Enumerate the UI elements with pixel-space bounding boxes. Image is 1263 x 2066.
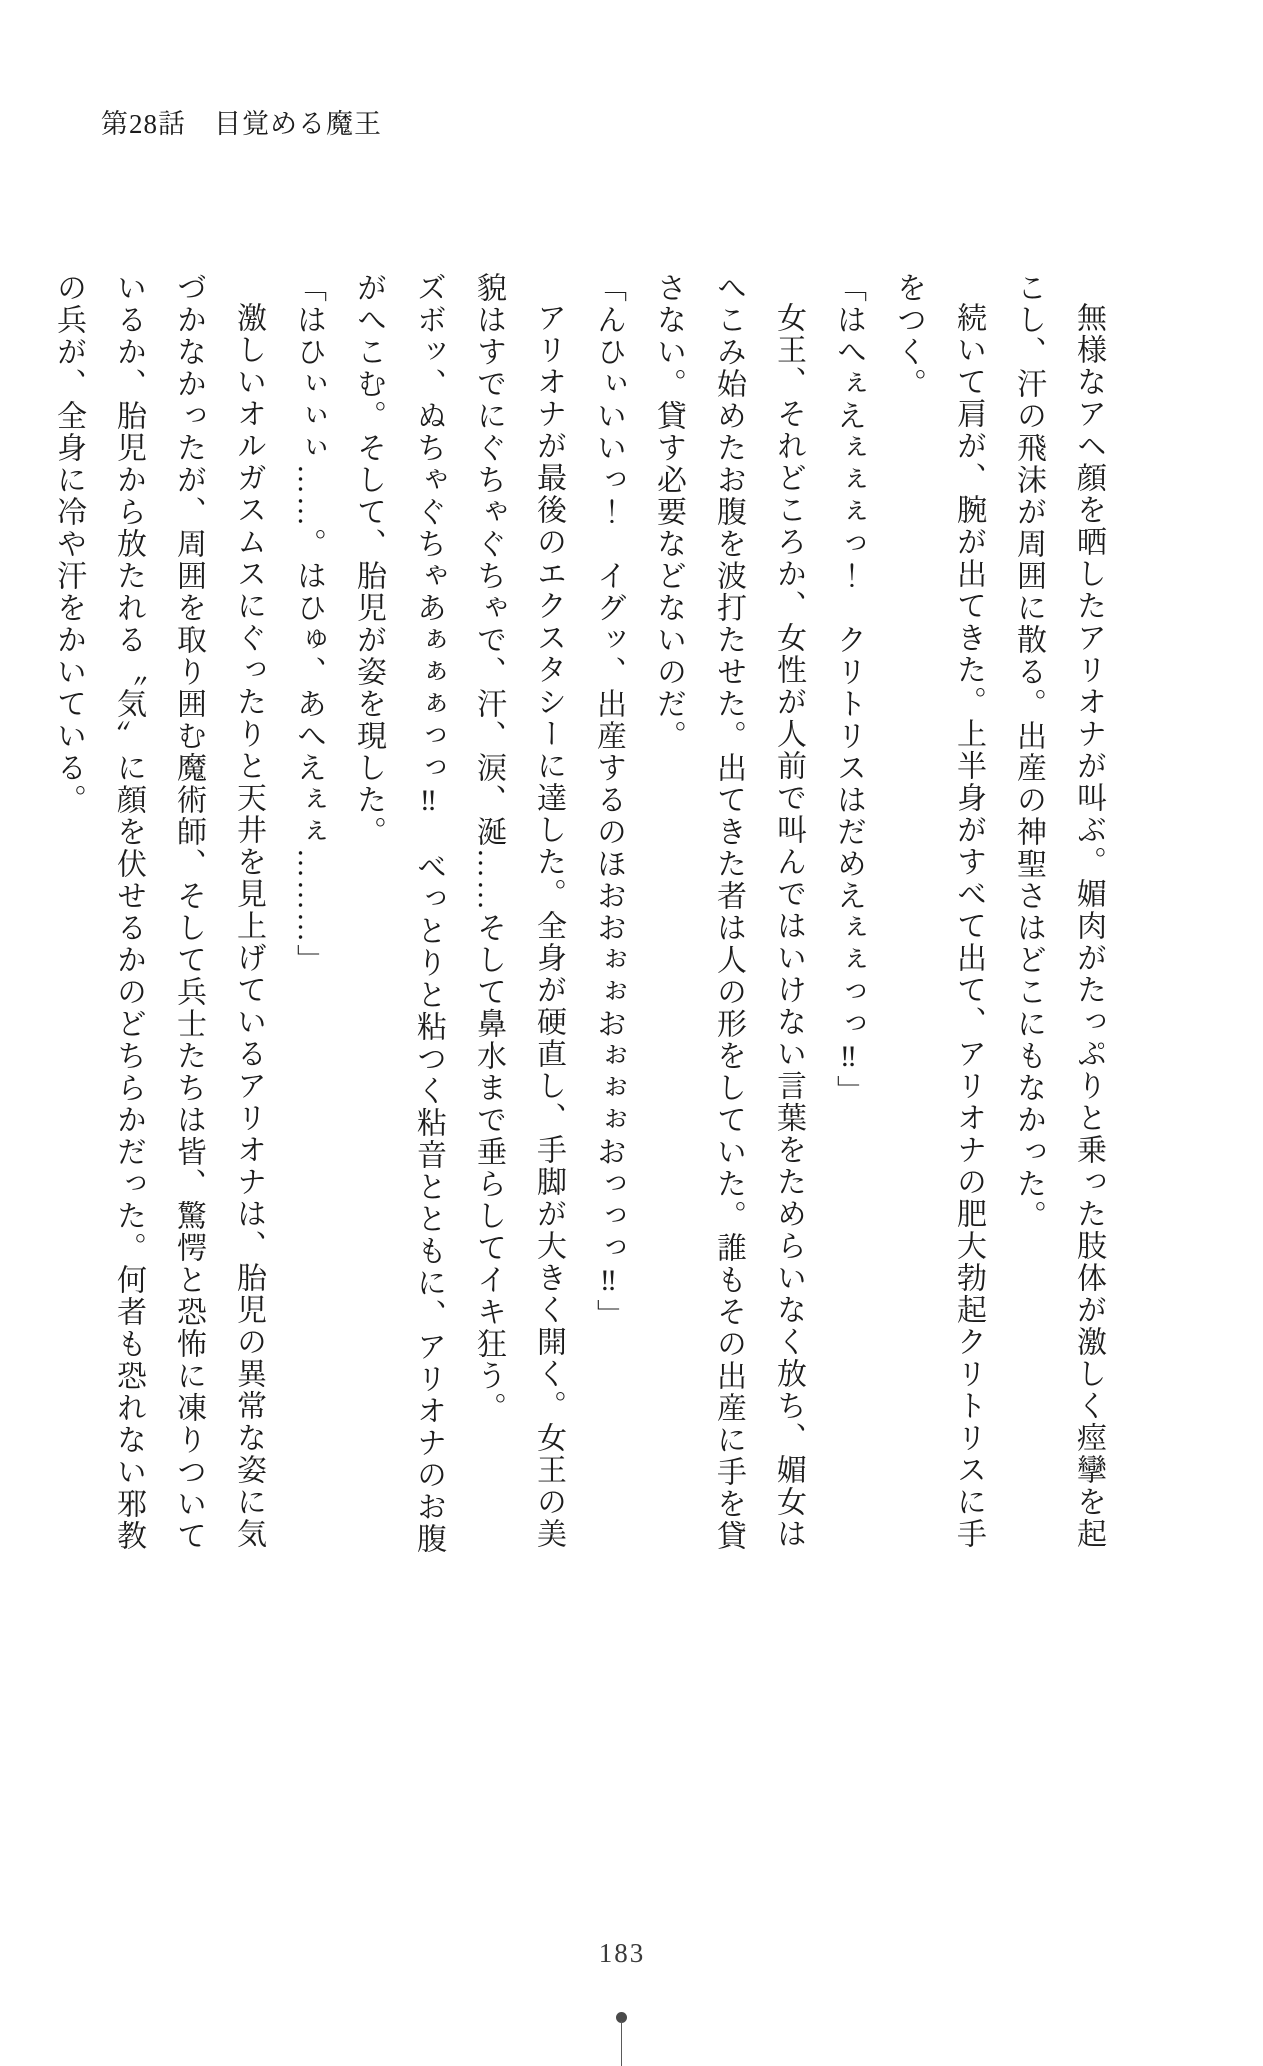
paragraph: 「んひぃいいっ！ イグッ、出産するのほおおぉぉおぉぉぉおっっっ‼」	[592, 272, 625, 1331]
paragraph: ズボッ、ぬちゃぐちゃあぁぁぁっっ‼ べっとりと粘つく粘音とともに、アリオナのお腹がへこむ。そして、胎児が姿を現した。	[352, 272, 445, 1555]
paragraph: 続いて肩が、腕が出てきた。上半身がすべて出て、アリオナの肥大勃起クリトリスに手をつく。	[892, 272, 985, 1550]
footer-rule-ornament	[621, 2021, 622, 2066]
page-number: 183	[598, 1938, 646, 1968]
paragraph: アリオナが最後のエクスタシーに達した。全身が硬直し、手脚が大きく開く。女王の美貌はすでにぐちゃぐちゃで、汗、涙、涎……そして鼻水まで垂らしてイキ狂う。	[472, 272, 565, 1550]
chapter-header: 第28話 目覚める魔王	[101, 109, 382, 139]
body-text	[38, 272, 1118, 1568]
paragraph: 「はひぃぃぃ……。はひゅ、あへえぇぇ………」	[292, 272, 325, 976]
paragraph: 女王、それどころか、女性が人前で叫んではいけない言葉をためらいなく放ち、媚女はへこみ始めたお腹を波打たせた。出てきた者は人の形をしていた。誰もその出産に手を貸さない。貸す必要などないのだ。	[652, 272, 805, 1552]
paragraph: 無様なアヘ顔を晒したアリオナが叫ぶ。媚肉がたっぷりと乗った肢体が激しく痙攣を起こし、汗の飛沫が周囲に散る。出産の神聖さはどこにもなかった。	[1012, 272, 1105, 1550]
paragraph: 「はへぇえぇぇぇっ！ クリトリスはだめえぇぇっっ‼」	[832, 272, 865, 1107]
paragraph: 激しいオルガスムスにぐったりと天井を見上げているアリオナは、胎児の異常な姿に気づかなかったが、周囲を取り囲む魔術師、そして兵士たちは皆、驚愕と恐怖に凍りついているか、胎児から放たれる〝気〟に顔を伏せるかのどちらかだった。何者も恐れない邪教の兵が、全身に冷や汗をかいている。	[52, 272, 265, 1552]
